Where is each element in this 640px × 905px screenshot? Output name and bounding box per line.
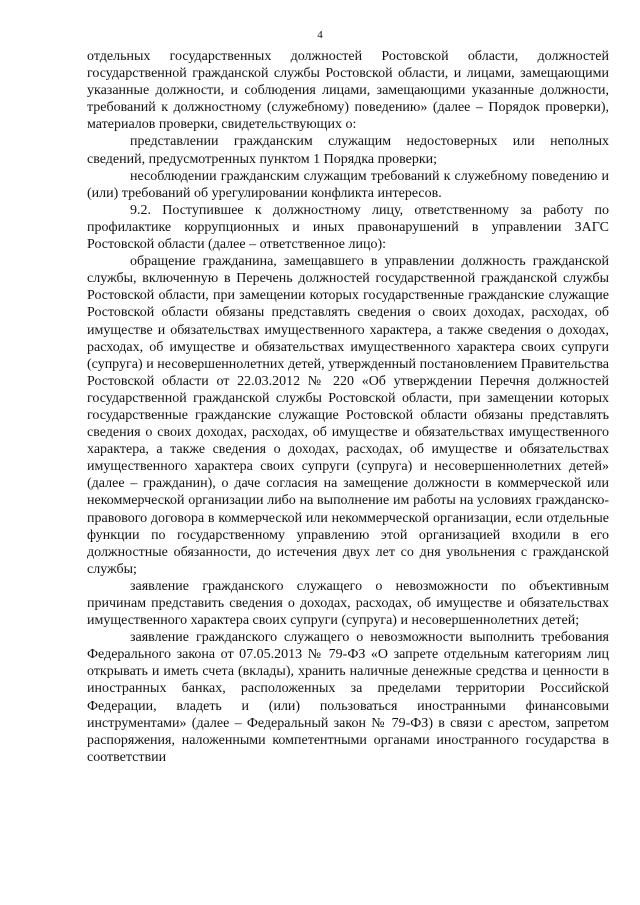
paragraph: обращение гражданина, замещавшего в управлении должность гражданской службы, включенную в Перечень должностей государственной гражданской службы Ростовской области, при замещении которых государственные гражданские служащие Ростовской области обязаны представлять сведения о своих доходах, расходах, об имуществе и обязательствах имущественного характера, а также сведения о доходах, расходах, об имуществе и обязательствах имущественного характера своих супруги (супруга) и несовершеннолетних детей, утвержденный постановлением Правительства Ростовской области от 22.03.2012 № 220 «Об утверждении Перечня должностей государственной гражданской службы Ростовской области, при замещении которых государственные гражданские служащие Ростовской области обязаны представлять сведения о своих доходах, расходах, об имуществе и обязательствах имущественного характера, а также сведения о доходах, расходах, об имуществе и обязательствах имущественного характера своих супруги (супруга) и несовершеннолетних детей» (далее – гражданин), о даче согласия на замещение должности в коммерческой или некоммерческой организации либо на выполнение им работы на условиях гражданско-правового договора в коммерческой или некоммерческой организации, если отдельные функции по государственному управлению этой организацией входили в его должностные обязанности, до истечения двух лет со дня увольнения с гражданской службы; (87, 254, 609, 577)
page-number: 4 (317, 29, 323, 41)
paragraph: представлении гражданским служащим недостоверных или неполных сведений, предусмотренных пунктом 1 Порядка проверки; (87, 134, 609, 167)
document-body (87, 48, 609, 766)
paragraph: несоблюдении гражданским служащим требований к служебному поведению и (или) требований об урегулировании конфликта интересов. (87, 168, 609, 201)
paragraph: отдельных государственных должностей Ростовской области, должностей государственной гражданской службы Ростовской области, и лицами, замещающими указанные должности, и соблюдения лицами, замещающими указанные должности, требований к должностному (служебному) поведению» (далее – Порядок проверки), материалов проверки, свидетельствующих о: (87, 49, 609, 133)
paragraph: заявление гражданского служащего о невозможности выполнить требования Федерального закона от 07.05.2013 № 79-ФЗ «О запрете отдельным категориям лиц открывать и иметь счета (вклады), хранить наличные денежные средства и ценности в иностранных банках, расположенных за пределами территории Российской Федерации, владеть и (или) пользоваться иностранными финансовыми инструментами» (далее – Федеральный закон № 79-ФЗ) в связи с арестом, запретом распоряжения, наложенными компетентными органами иностранного государства в соответствии (87, 630, 609, 765)
paragraph: заявление гражданского служащего о невозможности по объективным причинам представить сведения о доходах, расходах, об имуществе и обязательствах имущественного характера своих супруги (супруга) и несовершеннолетних детей; (87, 578, 609, 629)
paragraph: 9.2. Поступившее к должностному лицу, ответственному за работу по профилактике коррупционных и иных правонарушений в управлении ЗАГС Ростовской области (далее – ответственное лицо): (87, 202, 609, 253)
